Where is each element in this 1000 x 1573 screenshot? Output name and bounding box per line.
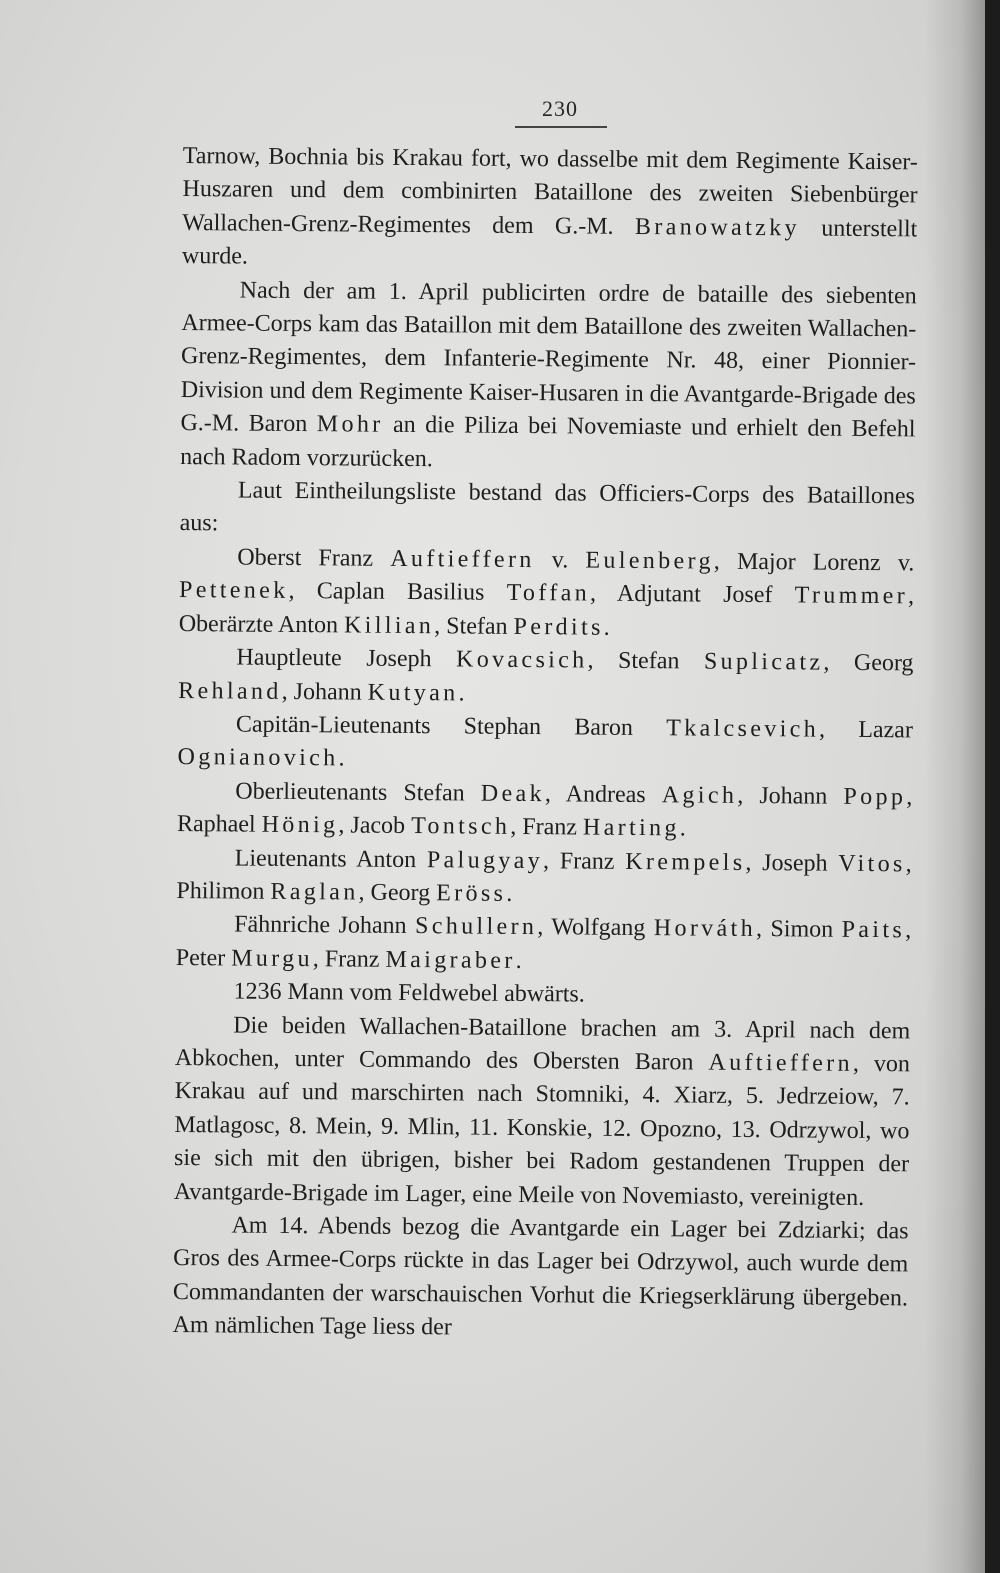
text-run: Hauptleute Joseph — [236, 644, 457, 673]
spaced-name: Eulenberg — [585, 547, 714, 575]
text-run: , Peter — [175, 917, 912, 972]
spaced-name: Trummer — [794, 582, 909, 610]
spaced-name: Kutyan — [367, 679, 459, 706]
paragraph — [178, 641, 914, 714]
spaced-name: Popp — [843, 783, 907, 811]
text-run: . — [506, 880, 513, 907]
paragraph — [180, 474, 916, 547]
text-run: Laut Eintheilungsliste bestand das Officiers-Corps des Bataillones aus: — [179, 477, 916, 537]
spaced-name: Maigraber — [385, 946, 516, 974]
spaced-name: Tontsch — [411, 813, 511, 841]
text-run: Die beiden Wallachen-Bataillone brachen am 3. April nach dem Abkochen, unter Commando des Obersten Baron — [174, 1012, 911, 1076]
page-edge-shadow — [925, 0, 985, 1573]
text-run: , Stefan — [434, 612, 514, 640]
paragraph — [177, 775, 913, 848]
text-run: Oberst Franz — [237, 544, 391, 572]
spaced-name: Kovacsich — [455, 646, 588, 674]
text-run: , Stefan — [587, 647, 705, 675]
spaced-name: Auftieffern — [708, 1049, 854, 1077]
spaced-name: Rehland — [178, 677, 282, 705]
paragraph — [179, 541, 915, 648]
page-number-rule — [515, 126, 607, 128]
text-run: , Georg — [823, 649, 914, 677]
spaced-name: Pettenek — [178, 577, 289, 605]
text-run: , Raphael — [176, 784, 913, 838]
text-run: Capitän-Lieutenants Stephan Baron — [235, 711, 667, 742]
paragraph — [177, 708, 913, 781]
text-run: an die Piliza bei Novemiaste und erhielt den Befehl nach Radom vorzurücken. — [180, 412, 916, 472]
text-run: , Wolfgang — [537, 914, 654, 942]
text-run: . — [679, 815, 686, 842]
text-run: . — [458, 679, 465, 706]
spaced-name: Palugyay — [426, 846, 544, 874]
text-run: Fähnriche Johann — [234, 911, 416, 940]
text-run: . — [515, 947, 522, 974]
spaced-name: Killian — [343, 612, 435, 639]
text-run: Oberlieutenants Stefan — [235, 778, 481, 807]
text-run: v. — [534, 546, 586, 574]
spaced-name: Toffan — [506, 580, 591, 607]
text-run: , Lazar — [818, 716, 914, 744]
body-text — [173, 140, 918, 1349]
text-run: , Franz — [510, 814, 584, 841]
spaced-name: Perdits — [513, 613, 604, 641]
text-run: , Major Lorenz v. — [713, 548, 915, 577]
text-run: , Franz — [542, 847, 626, 875]
text-run: . — [338, 745, 345, 772]
spaced-name: Deak — [480, 780, 546, 807]
text-run: , Simon — [755, 916, 842, 944]
spaced-name: Paits — [841, 917, 906, 944]
paragraph — [176, 908, 912, 981]
paragraph — [173, 1209, 909, 1349]
text-run: , Johann — [737, 782, 844, 810]
text-run: unterstellt wurde. — [181, 215, 918, 270]
spaced-name: Eröss — [436, 880, 507, 907]
spaced-name: Tkalcsevich — [666, 715, 820, 743]
text-run: , von Krakau auf und marschirten nach Stomniki, 4. Xiarz, 5. Jedrzeiow, 7. Matlagosc, 8. Mein, 9. Mlin, 11. Konskie, 12. Opozno, 13. Odrzywol, wo sie sich mit den übrigen, bisher bei Radom gestandenen Truppen der Avantgarde-Brigade im Lager, eine Meile von Novemiasto, vereinigten. — [173, 1050, 911, 1211]
text-run: , Joseph — [745, 849, 839, 877]
text-run: , Johann — [281, 678, 368, 706]
paragraph — [180, 274, 917, 481]
spaced-name: Schullern — [414, 913, 538, 941]
spaced-name: Krempels — [625, 848, 746, 876]
text-run: Am 14. Abends bezog die Avantgarde ein Lager bei Zdziarki; das Gros des Armee-Corps rückte in das Lager bei Odrzywol, auch wurde dem Commandanten der warschauischen Vorhut die Kriegserklärung übergeben. Am nämlichen Tage liess der — [172, 1212, 909, 1341]
text-run: Nach der am 1. April publicirten ordre de bataille des siebenten Armee-Corps kam das Bataillon mit dem Bataillone des zweiten Wallachen-Grenz-Regimentes, dem Infanterie-Regimente Nr. 48, einer Pionnier-Division und dem Regimente Kaiser-Husaren in die Avantgarde-Brigade des G.-M. Baron — [180, 277, 917, 438]
page-number: 230 — [542, 96, 578, 121]
spaced-name: Horváth — [653, 915, 757, 943]
spaced-name: Mohr — [316, 411, 384, 439]
text-run: Lieutenants Anton — [234, 845, 428, 873]
paragraph — [176, 842, 912, 915]
text-run: , Oberärzte Anton — [178, 583, 915, 639]
spaced-name: Murgu — [231, 945, 313, 972]
text-run: 1236 Mann vom Feldwebel abwärts. — [233, 978, 585, 1008]
spaced-name: Ognianovich — [177, 744, 339, 772]
spaced-name: Auftieffern — [390, 545, 535, 573]
text-run: , Jacob — [338, 812, 412, 840]
spaced-name: Branowatzky — [634, 213, 801, 242]
spaced-name: Hönig — [261, 811, 339, 839]
text-run: . — [603, 614, 610, 641]
spaced-name: Agich — [661, 781, 738, 809]
spaced-name: Harting — [582, 814, 680, 842]
text-run: , Caplan Basilius — [288, 578, 507, 607]
paragraph — [182, 140, 918, 280]
paragraph — [174, 1009, 911, 1216]
text-run: Tarnow, Bochnia bis Krakau fort, wo dasselbe mit dem Regimente Kaiser-Huszaren und dem combinirten Bataillone des zweiten Siebenbürger Wallachen-Grenz-Regimentes dem G.-M. — [182, 142, 918, 240]
spaced-name: Suplicatz — [703, 648, 824, 676]
text-run: , Philimon — [176, 850, 912, 905]
text-run: , Adjutant Josef — [589, 580, 795, 609]
text-run: , Franz — [312, 945, 386, 973]
text-run: , Georg — [358, 879, 437, 907]
spaced-name: Vitos — [838, 850, 906, 877]
spaced-name: Raglan — [270, 878, 359, 906]
text-run: , Andreas — [544, 780, 662, 808]
